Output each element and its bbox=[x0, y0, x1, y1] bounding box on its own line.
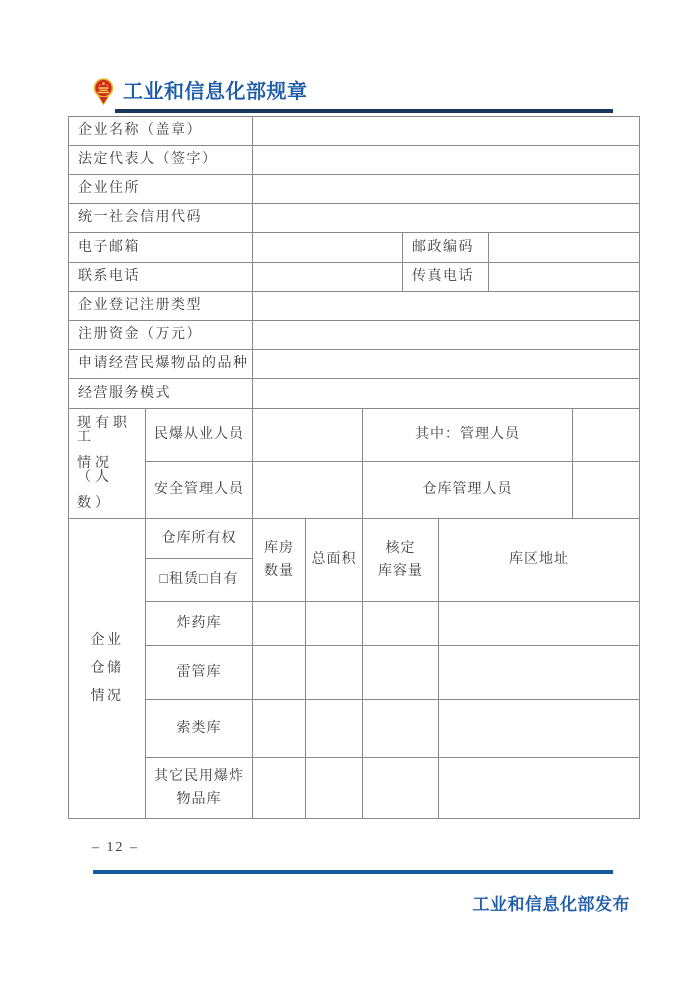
cell-detonator-address bbox=[439, 646, 639, 700]
header-warehouse-address: 库区地址 bbox=[439, 519, 639, 602]
cell-detonator-area bbox=[306, 646, 363, 700]
field-label-service-mode: 经营服务模式 bbox=[69, 379, 253, 409]
header-warehouse-ownership: 仓库所有权 bbox=[146, 519, 253, 559]
header-line: 库容量 bbox=[378, 563, 423, 579]
field-value-email bbox=[253, 233, 403, 263]
footer-rule bbox=[93, 870, 613, 874]
document-category-title: 工业和信息化部规章 bbox=[123, 80, 308, 103]
row-label-other-storage bbox=[146, 758, 253, 818]
cell-explosive-area bbox=[306, 602, 363, 646]
field-label-phone: 联系电话 bbox=[69, 263, 253, 292]
header-rule bbox=[115, 109, 613, 113]
cell-cord-count bbox=[253, 700, 306, 758]
section-label-storage bbox=[69, 519, 146, 818]
field-label-applied-varieties: 申请经营民爆物品的品种 bbox=[69, 350, 253, 379]
cell-explosive-address bbox=[439, 602, 639, 646]
storage-label-line: 企业 bbox=[90, 632, 124, 648]
staff-label-line: 情况（人 bbox=[77, 455, 113, 485]
row-label-line: 其它民用爆炸 bbox=[154, 768, 244, 784]
row-label-explosive-storage: 炸药库 bbox=[146, 602, 253, 646]
page-header bbox=[93, 78, 308, 105]
field-value-registered-capital bbox=[253, 321, 639, 350]
header-line: 核定 bbox=[385, 540, 416, 556]
storage-label-line: 情况 bbox=[90, 688, 124, 704]
field-value-service-mode bbox=[253, 379, 639, 409]
field-label-safety-staff: 安全管理人员 bbox=[146, 462, 253, 519]
field-value-company-address bbox=[253, 175, 639, 204]
row-label-line: 物品库 bbox=[176, 791, 222, 807]
header-warehouse-count bbox=[253, 519, 306, 602]
field-value-applied-varieties bbox=[253, 350, 639, 379]
cell-cord-address bbox=[439, 700, 639, 758]
storage-label-line: 仓储 bbox=[90, 660, 124, 676]
cell-other-capacity bbox=[363, 758, 439, 818]
staff-label-line: 数） bbox=[77, 495, 113, 511]
field-value-company-name bbox=[253, 117, 639, 146]
field-value-warehouse-staff bbox=[573, 462, 639, 519]
field-label-registered-capital: 注册资金（万元） bbox=[69, 321, 253, 350]
section-label-staff bbox=[69, 409, 146, 519]
cell-cord-area bbox=[306, 700, 363, 758]
header-line: 库房 bbox=[264, 540, 294, 556]
field-label-legal-representative: 法定代表人（签字） bbox=[69, 146, 253, 175]
field-value-postal-code bbox=[489, 233, 639, 263]
field-value-legal-representative bbox=[253, 146, 639, 175]
cell-other-area bbox=[306, 758, 363, 818]
cell-cord-capacity bbox=[363, 700, 439, 758]
field-value-phone bbox=[253, 263, 403, 292]
field-label-company-address: 企业住所 bbox=[69, 175, 253, 204]
field-value-credit-code bbox=[253, 204, 639, 233]
china-national-emblem-icon bbox=[93, 78, 114, 105]
field-value-safety-staff bbox=[253, 462, 363, 519]
cell-detonator-capacity bbox=[363, 646, 439, 700]
cell-other-count bbox=[253, 758, 306, 818]
field-value-explosives-employees bbox=[253, 409, 363, 462]
publisher-name: 工业和信息化部发布 bbox=[472, 895, 630, 914]
cell-explosive-count bbox=[253, 602, 306, 646]
field-label-warehouse-staff: 仓库管理人员 bbox=[363, 462, 573, 519]
cell-other-address bbox=[439, 758, 639, 818]
cell-explosive-capacity bbox=[363, 602, 439, 646]
field-value-fax bbox=[489, 263, 639, 292]
checkbox-ownership-options: □租赁□自有 bbox=[146, 559, 253, 602]
header-total-area: 总面积 bbox=[306, 519, 363, 602]
row-label-cord-storage: 索类库 bbox=[146, 700, 253, 758]
page-number: – 12 – bbox=[92, 840, 139, 855]
field-label-explosives-employees: 民爆从业人员 bbox=[146, 409, 253, 462]
staff-label-line: 现有职工 bbox=[77, 415, 131, 445]
application-form-table bbox=[68, 116, 640, 819]
row-label-detonator-storage: 雷管库 bbox=[146, 646, 253, 700]
header-line: 数量 bbox=[264, 563, 294, 579]
field-label-registration-type: 企业登记注册类型 bbox=[69, 292, 253, 321]
field-label-company-name: 企业名称（盖章） bbox=[69, 117, 253, 146]
field-value-registration-type bbox=[253, 292, 639, 321]
field-label-management-staff: 其中：管理人员 bbox=[363, 409, 573, 462]
cell-detonator-count bbox=[253, 646, 306, 700]
field-label-postal-code: 邮政编码 bbox=[403, 233, 489, 263]
field-label-fax: 传真电话 bbox=[403, 263, 489, 292]
field-value-management-staff bbox=[573, 409, 639, 462]
field-label-credit-code: 统一社会信用代码 bbox=[69, 204, 253, 233]
header-approved-capacity bbox=[363, 519, 439, 602]
field-label-email: 电子邮箱 bbox=[69, 233, 253, 263]
